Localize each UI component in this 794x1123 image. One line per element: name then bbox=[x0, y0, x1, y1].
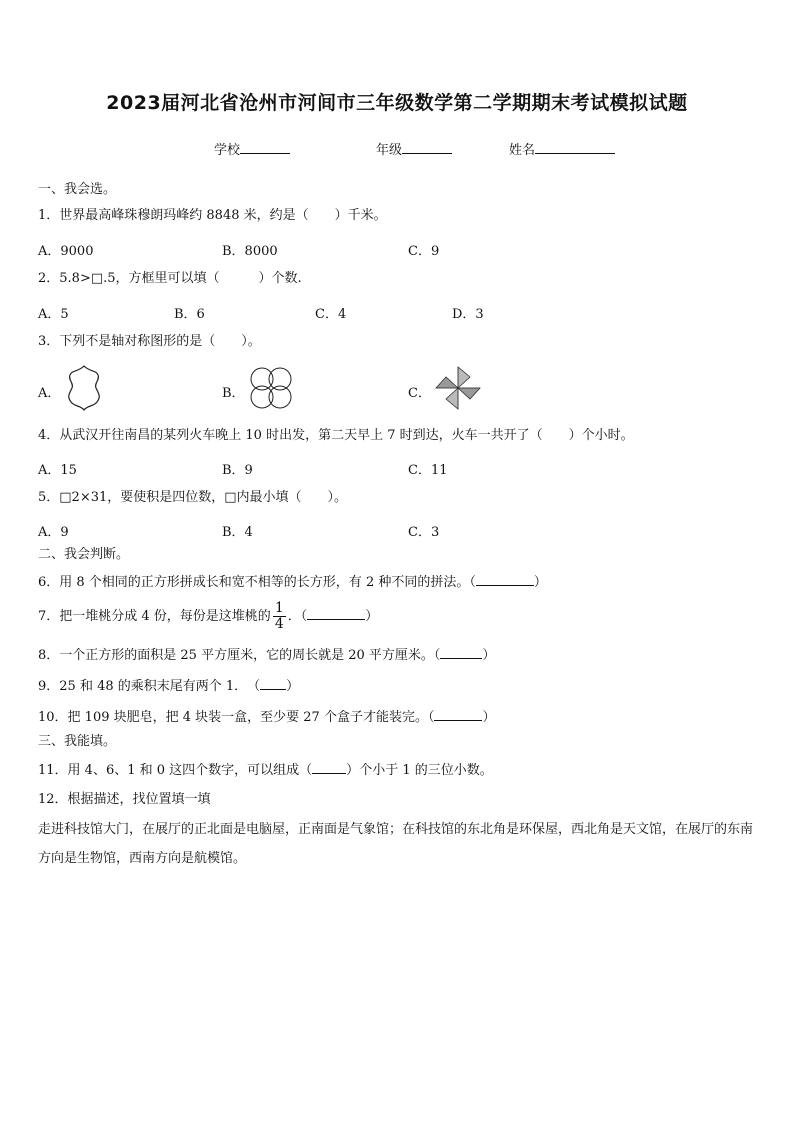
q11-answer-blank[interactable] bbox=[312, 760, 346, 774]
school-label: 学校 bbox=[214, 143, 241, 158]
q8-answer-blank[interactable] bbox=[440, 645, 482, 659]
q3-option-c[interactable]: C． bbox=[408, 386, 431, 401]
grade-blank[interactable] bbox=[402, 140, 452, 154]
question-1: 1．世界最高峰珠穆朗玛峰约 8848 米，约是（ ）千米。 bbox=[38, 208, 387, 223]
q2-option-c[interactable]: C．4 bbox=[315, 307, 347, 322]
q1-option-c[interactable]: C．9 bbox=[408, 244, 440, 259]
question-7-text: 7．把一堆桃分成 4 份，每份是这堆桃的 bbox=[38, 609, 271, 624]
school-field[interactable] bbox=[214, 140, 290, 160]
q6-answer-blank[interactable] bbox=[476, 572, 534, 586]
q5-option-b[interactable]: B．4 bbox=[222, 525, 253, 540]
question-4: 4．从武汉开往南昌的某列火车晚上 10 时出发，第二天早上 7 时到达，火车一共开了（ ）个小时。 bbox=[38, 428, 634, 443]
q7-answer-blank[interactable] bbox=[307, 606, 365, 620]
q4-option-a[interactable]: A．15 bbox=[38, 463, 77, 478]
question-2: 2．5.8>□.5，方框里可以填（ ）个数. bbox=[38, 271, 302, 286]
question-3: 3．下列不是轴对称图形的是（ ）。 bbox=[38, 334, 261, 349]
q1-option-a[interactable]: A．9000 bbox=[38, 244, 94, 259]
question-10-text: 10．把 109 块肥皂，把 4 块装一盒，至少要 27 个盒子才能装完。 bbox=[38, 710, 428, 725]
section-2-heading: 二、我会判断。 bbox=[38, 547, 130, 562]
fraction-one-quarter: $\frac{1}{4}$ bbox=[274, 600, 284, 632]
name-blank[interactable] bbox=[535, 140, 615, 154]
question-9-text: 9．25 和 48 的乘积末尾有两个 1． bbox=[38, 679, 241, 694]
question-9: 9．25 和 48 的乘积末尾有两个 1． （ ） bbox=[38, 676, 299, 696]
question-12: 12．根据描述，找位置填一填 bbox=[38, 792, 211, 807]
q4-option-b[interactable]: B．9 bbox=[222, 463, 253, 478]
q10-answer-blank[interactable] bbox=[434, 707, 482, 721]
section-1-heading: 一、我会选。 bbox=[38, 182, 117, 197]
q1-option-b[interactable]: B．8000 bbox=[222, 244, 278, 259]
q3-option-a[interactable]: A． bbox=[38, 386, 61, 401]
school-blank[interactable] bbox=[240, 140, 290, 154]
pinwheel-icon bbox=[434, 365, 482, 411]
q9-answer-blank[interactable] bbox=[260, 676, 286, 690]
page-title: 2023届河北省沧州市河间市三年级数学第二学期期末考试模拟试题 bbox=[106, 92, 688, 114]
section-3-heading: 三、我能填。 bbox=[38, 734, 117, 749]
question-6: 6．用 8 个相同的正方形拼成长和宽不相等的长方形，有 2 种不同的拼法。（ ） bbox=[38, 572, 547, 592]
name-field[interactable] bbox=[509, 140, 615, 160]
question-8: 8．一个正方形的面积是 25 平方厘米，它的周长就是 20 平方厘米。（ ） bbox=[38, 645, 495, 665]
q4-option-c[interactable]: C．11 bbox=[408, 463, 448, 478]
question-8-text: 8．一个正方形的面积是 25 平方厘米，它的周长就是 20 平方厘米。 bbox=[38, 648, 434, 663]
question-7: 7．把一堆桃分成 4 份，每份是这堆桃的 $\frac{1}{4}$ ．（ ） bbox=[38, 600, 379, 632]
q2-option-a[interactable]: A．5 bbox=[38, 307, 69, 322]
question-12-description: 走进科技馆大门，在展厅的正北面是电脑屋，正南面是气象馆；在科技馆的东北角是环保屋，西北角是天文馆，在展厅的东南方向是生物馆，西南方向是航模馆。 bbox=[38, 822, 754, 866]
four-circles-icon bbox=[247, 366, 295, 410]
question-6-text: 6．用 8 个相同的正方形拼成长和宽不相等的长方形，有 2 种不同的拼法。 bbox=[38, 575, 470, 590]
grade-label: 年级 bbox=[376, 143, 403, 158]
q2-option-d[interactable]: D．3 bbox=[452, 307, 484, 322]
question-10: 10．把 109 块肥皂，把 4 块装一盒，至少要 27 个盒子才能装完。（ ） bbox=[38, 707, 496, 727]
q5-option-a[interactable]: A．9 bbox=[38, 525, 69, 540]
name-label: 姓名 bbox=[509, 143, 536, 158]
q5-option-c[interactable]: C．3 bbox=[408, 525, 440, 540]
question-5: 5．□2×31，要使积是四位数，□内最小填（ ）。 bbox=[38, 490, 348, 505]
grade-field[interactable] bbox=[376, 140, 452, 160]
q3-option-b[interactable]: B． bbox=[222, 386, 245, 401]
scalloped-shape-icon bbox=[64, 364, 104, 412]
q2-option-b[interactable]: B．6 bbox=[174, 307, 205, 322]
question-11-text: 11．用 4、6、1 和 0 这四个数字，可以组成 bbox=[38, 763, 300, 778]
question-11: 11．用 4、6、1 和 0 这四个数字，可以组成（ ）个小于 1 的三位小数。 bbox=[38, 760, 493, 780]
